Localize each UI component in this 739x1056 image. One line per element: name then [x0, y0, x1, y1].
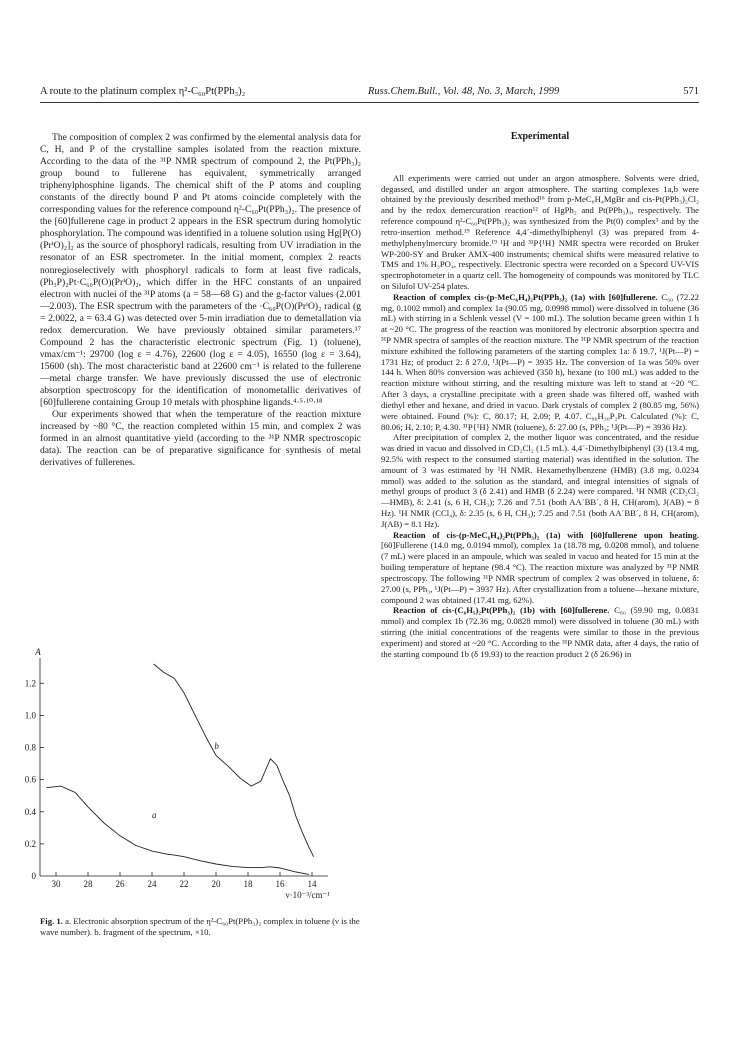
subheading-reaction-1b: Reaction of cis-(C₆H₅)₂Pt(PPh₃)₂ (1b) with [60]fullerene. [393, 605, 610, 616]
text-reaction-1a: C₆₀ (72.22 mg, 0.1002 mmol) and complex 1a (90.05 mg, 0.0998 mmol) were dissolved in toluene (36 mL) with stirring in a Schlenk vessel (V = 100 mL). The solution became green within 1 h at ~20 °C. The progress of the reaction was monitored by electronic absorption spectra and ³¹P NMR spectra of samples of the reaction mixture. The ³¹P NMR spectrum of the reaction mixture exhibited the following parameters of the starting complex 1a: δ 19.7, ¹J(Pt—P) = 1731 Hz; of product 2: δ 27.0, ¹J(Pt—P) = 3935 Hz. The conversion of 1a was 50% over 144 h. When 80% conversion was achieved (350 h), hexane (to 100 mL) was added to the reaction mixture without stirring, and the resulting mixture was left to stand at ~20 °C. After 3 days, a crystalline precipitate with a green shade was filtered off, washed with diethyl ether and hexane, and dried in vacuo. Dark crystals of complex 2 (80.85 mg, 56%) were obtained. Found (%): C, 80.17; H, 2.09; P, 4.07. C₉₆H₃₀P₂Pt. Calculated (%): C, 80.06; H, 2.10; P, 4.30. ³¹P{¹H} NMR (toluene), δ: 27.00 (s, PPh₃; ¹J(Pt—P) = 3936 Hz). [381, 291, 699, 432]
caption-label: Fig. 1. [40, 916, 63, 926]
x-tick-label: 22 [179, 879, 189, 889]
y-tick-label: 1.0 [24, 710, 36, 721]
subheading-reaction-1a: Reaction of complex cis-(p-MeC₆H₄)₂Pt(PPh₃)₂ (1a) with [60]fullerene. [393, 291, 658, 302]
text-reaction-1b: C₆₀ (59.90 mg, 0.0831 mmol) and complex 1b (72.36 mg, 0.0828 mmol) were dissolved in toluene (30 mL) with stirring (the initial concentrations of the reagents were similar to those in the previous experiment) and stored at ~20 °C. According to the ³¹P NMR data, after 4 days, the ratio of the starting compound 1b (δ 19.93) to the reaction product 2 (δ 26.96) in [381, 605, 699, 659]
y-tick-label: 0.8 [24, 742, 36, 753]
paragraph-mother-liquor: After precipitation of complex 2, the mother liquor was concentrated, and the residue was dried in vacuo and dissolved in CD₂Cl₂ (1.5 mL). 4,4´-Dimethylbiphenyl (3) (13.4 mg, 92.5% with respect to the consumed starting material) was identified in the solution. The amount of 3 was estimated by ¹H NMR. Hexamethylbenzene (HMB) (3.8 mg, 0.0234 mmol) was added to the solution as the standard, and integral intensities of signals of methyl groups of product 3 (δ 2.41) and HMB (δ 2.24) were compared. ¹H NMR (CD₂Cl₂—HMB), δ: 2.41 (s, 6 H, CH₃); 7.26 and 7.51 (both AA´BB´, 8 H, CH(arom), J(AB) = 8 Hz). ¹H NMR (CCl₄), δ: 2.35 (s, 6 H, CH₃); 7.25 and 7.51 (both AA´BB´, 8 H, CH(arom), J(AB) = 8.1 Hz). [381, 432, 699, 529]
header-page-number: 571 [683, 86, 699, 97]
x-tick-label: 26 [115, 879, 125, 889]
x-tick-label: 28 [83, 879, 93, 889]
y-tick-label: 0.4 [24, 806, 36, 817]
x-tick-label: 24 [147, 879, 157, 889]
y-zero-label: 0 [31, 871, 36, 881]
series-a-label: a [152, 810, 157, 821]
x-tick-label: 18 [243, 879, 253, 889]
x-tick-label: 14 [307, 879, 317, 889]
absorption-chart [18, 646, 361, 901]
y-tick-label: 0.6 [24, 774, 36, 785]
paragraph-general: All experiments were carried out under an argon atmosphere. Solvents were dried, degassed, and distilled under an argon atmosphere. The starting complexes 1a,b were obtained by the previously described method¹⁶ from p-MeC₆H₄MgBr and cis-Pt(PPh₃)₂Cl₂ and by the redox demercuration reaction¹² of HgPh₂ and Pt(PPh₃)₃, respectively. The reference compound η²-C₆₀Pt(PPh₃)₂ was synthesized from the Pt(0) complex³ and by the retro-insertion method.¹⁹ Reference 4,4´-dimethylbiphenyl (3) was prepared from 4-methylphenylmercury bromide.¹⁹ ¹H and ³¹P{¹H} NMR spectra were recorded on Bruker WP-200-SY and Bruker AMX-400 instruments; chemical shifts were measured relative to TMS and 1% H₃PO₄, respectively. Electronic spectra were recorded on a Specord UV-VIS spectrophotometer in a quartz cell. The homogeneity of compounds was monitored by TLC on Silufol UV-254 plates. [381, 172, 699, 291]
x-tick-label: 16 [275, 879, 285, 889]
x-axis-label: ν·10⁻³/cm⁻¹ [285, 890, 330, 900]
series-b-label: b [214, 741, 219, 752]
paragraph-reaction-1b [381, 605, 699, 659]
x-tick-label: 20 [211, 879, 221, 889]
right-column [381, 132, 699, 659]
running-header [40, 84, 699, 103]
text-reaction-heating: [60]Fullerene (14.0 mg, 0.0194 mmol), complex 1a (18.78 mg, 0.0208 mmol), and toluene (7 mL) were placed in an ampoule, which was sealed in vacuo and heated for 15 min at the boiling temperature of heptane (98.4 °C). The reaction mixture was analyzed by ³¹P NMR spectroscopy. The following ³¹P NMR spectrum of complex 2 was observed in toluene, δ: 27.00 (s, PPh₃, ¹J(Pt—P) = 3937 Hz). After crystallization from a toluene—hexane mixture, compound 2 was obtained (17.41 mg, 62%). [381, 540, 699, 605]
paragraph-reaction-1a [381, 292, 699, 433]
subheading-reaction-heating: Reaction of cis-(p-MeC₆H₄)₂Pt(PPh₃)₂ (1a) with [60]fullerene upon heating. [393, 529, 699, 540]
figure-1 [18, 646, 361, 901]
y-tick-label: 0.2 [24, 838, 36, 849]
y-tick-label: 1.2 [24, 678, 36, 689]
header-journal: Russ.Chem.Bull., Vol. 48, No. 3, March, 1999 [368, 86, 560, 97]
paragraph-reaction-heating [381, 530, 699, 606]
section-title-experimental: Experimental [510, 131, 570, 142]
header-article-title: A route to the platinum complex η²-C₆₀Pt(PPh₃)₂ [40, 86, 246, 97]
paragraph-composition: The composition of complex 2 was confirmed by the elemental analysis data for C, H, and P of the crystalline samples isolated from the reaction mixture. According to the data of the ³¹P NMR spectrum of compound 2, the Pt(PPh₃)₂ group bound to fullerene has equivalent, symmetrically arranged triphenylphosphine ligands. The chemical shift of the P atoms and coupling constants of the directly bound P and Pt atoms coincide completely with the corresponding values for the reference compound η²-C₆₀Pt(PPh₃)₂. The presence of the [60]fullerene cage in product 2 appears in the ESR spectrum during homolytic phosphorylation. The compound was identified in a toluene solution using Hg[P(O)(PrⁱO)₂]₂ as the source of phosphoryl radicals, resulting from UV irradiation in the resonator of an ESR spectrometer. In the initial moment, complex 2 reacts nonregioselectively with phosphoryl radicals to form at least five radicals, (Ph₃P)₂Pt·C₆₀P(O)(PrⁱO)₂, which differ in the HFC constants of an unpaired electron with nuclei of the ³¹P atoms (a = 58—68 G) and the g-factor values (2.001—2.003). The ESR spectrum with the parameters of the ·C₆₀P(O)(PrⁱO)₂ radical (g = 2.0022, a = 63.4 G) was detected over 5-min irradiation due to demetallation via redox demercuration. We have previously obtained similar parameters.¹⁷ Compound 2 has the characteristic electronic spectrum (Fig. 1) (toluene), νmax/cm⁻¹: 29700 (log ε = 4.76), 22600 (log ε = 4.05), 16550 (log ε = 3.64), 15600 (sh). The most characteristic band at 22600 cm⁻¹ is related to the fullerene—metal charge transfer. We have previously discussed the use of electronic absorption spectroscopy for the identification of monometallic derivatives of [60]fullerene containing Group 10 metals with phosphine ligands.⁴·⁵·¹⁰·¹⁸ [40, 132, 361, 409]
x-tick-label: 30 [51, 879, 61, 889]
series-b-line [154, 664, 314, 857]
figure-caption [40, 916, 361, 937]
y-axis-label: A [35, 647, 41, 657]
caption-text: a. Electronic absorption spectrum of the η²-C₆₀Pt(PPh₃)₂ complex in toluene (ν is the wave number). b. fragment of the spectrum, ×10. [40, 916, 360, 937]
series-a-line [46, 786, 308, 874]
paragraph-temperature: Our experiments showed that when the temperature of the reaction mixture increased by ~80 °C, the reaction completed within 15 min, and complex 2 was formed in an almost quantitative yield (according to the ³¹P NMR spectroscopic data). The reaction can be of preparative significance for synthesis of metal derivatives of fullerenes. [40, 409, 361, 469]
left-column [40, 132, 361, 469]
